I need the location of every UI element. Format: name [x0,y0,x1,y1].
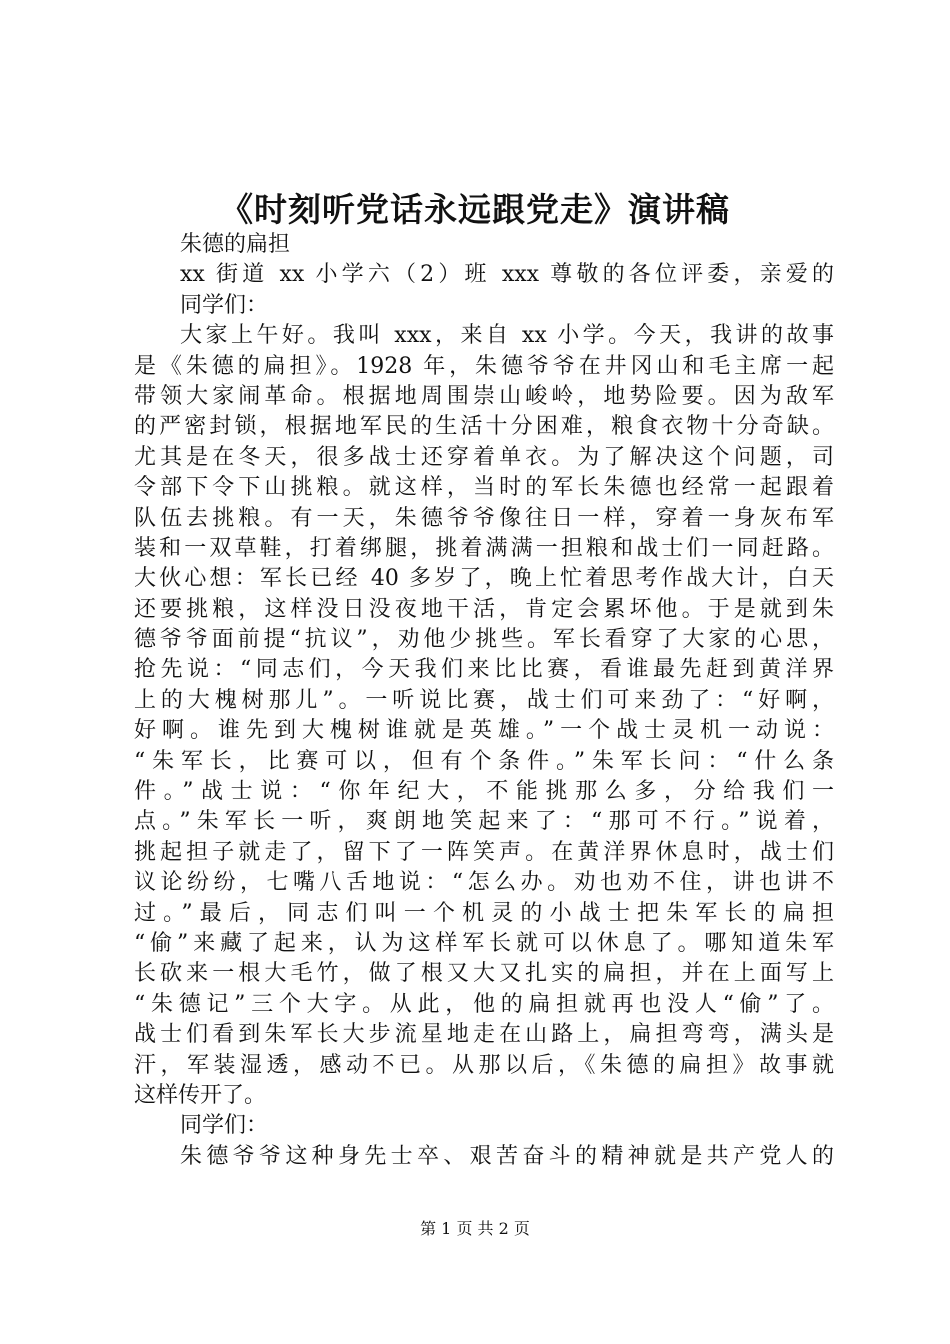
paragraph-line: 议论纷纷，七嘴八舌地说：“怎么办。劝也劝不住，讲也讲不 [134,870,834,896]
paragraph-line: 令部下令下山挑粮。就这样，当时的军长朱德也经常一起跟着 [134,475,834,501]
paragraph-line: “朱德记”三个大字。从此，他的扁担就再也没人“偷”了。 [134,991,834,1017]
paragraph-line: 朱德的扁担 [180,232,291,257]
paragraph-line: 点。”朱军长一听，爽朗地笑起来了：“那可不行。”说着， [134,809,834,835]
paragraph-line: 上的大槐树那儿”。一听说比赛，战士们可来劲了：“好啊， [134,687,834,713]
paragraph-line: 汗，军装湿透，感动不已。从那以后，《朱德的扁担》故事就 [134,1052,834,1078]
paragraph-line: 抢先说：“同志们，今天我们来比比赛，看谁最先赶到黄洋界 [134,657,834,683]
paragraph-line: 同学们： [180,292,269,318]
paragraph-line: 还要挑粮，这样没日没夜地干活，肯定会累坏他。于是就到朱 [134,596,834,622]
paragraph-line: 好啊。谁先到大槐树谁就是英雄。”一个战士灵机一动说： [134,718,834,744]
paragraph-line: 朱德爷爷这种身先士卒、艰苦奋斗的精神就是共产党人的 [180,1143,834,1169]
paragraph-line: xx 街道 xx 小学六（2）班 xxx 尊敬的各位评委，亲爱的 [180,262,834,288]
paragraph-line: 尤其是在冬天，很多战士还穿着单衣。为了解决这个问题，司 [134,444,834,470]
paragraph-line: 大伙心想：军长已经 40 多岁了，晚上忙着思考作战大计，白天 [134,566,834,592]
paragraph-line: 是《朱德的扁担》。1928 年，朱德爷爷在井冈山和毛主席一起 [134,353,834,379]
paragraph-line: 过。”最后，同志们叫一个机灵的小战士把朱军长的扁担 [134,900,834,926]
document-title: 《时刻听党话永远跟党走》演讲稿 [220,190,730,229]
paragraph-line: 队伍去挑粮。有一天，朱德爷爷像往日一样，穿着一身灰布军 [134,505,834,531]
document-body [134,230,834,1172]
paragraph-line: “朱军长，比赛可以，但有个条件。”朱军长问：“什么条 [134,748,834,774]
paragraph-line: 装和一双草鞋，打着绑腿，挑着满满一担粮和战士们一同赶路。 [134,535,834,561]
page-number-footer: 第 1 页 共 2 页 [420,1219,530,1238]
paragraph-line: 挑起担子就走了，留下了一阵笑声。在黄洋界休息时，战士们 [134,839,834,865]
paragraph-line: 德爷爷面前提“抗议”，劝他少挑些。军长看穿了大家的心思， [134,627,834,653]
paragraph-line: 大家上午好。我叫 xxx，来自 xx 小学。今天，我讲的故事 [180,323,834,349]
paragraph-line: 的严密封锁，根据地军民的生活十分困难，粮食衣物十分奇缺。 [134,414,834,440]
paragraph-line: 战士们看到朱军长大步流星地走在山路上，扁担弯弯，满头是 [134,1022,834,1048]
paragraph-line: 这样传开了。 [134,1082,267,1108]
paragraph-line: 带领大家闹革命。根据地周围崇山峻岭，地势险要。因为敌军 [134,383,834,409]
paragraph-line: 长砍来一根大毛竹，做了根又大又扎实的扁担，并在上面写上 [134,961,834,987]
paragraph-line: 件。”战士说：“你年纪大，不能挑那么多，分给我们一 [134,779,834,805]
paragraph-line: 同学们： [180,1113,269,1139]
paragraph-line: “偷”来藏了起来，认为这样军长就可以休息了。哪知道朱军 [134,930,834,956]
